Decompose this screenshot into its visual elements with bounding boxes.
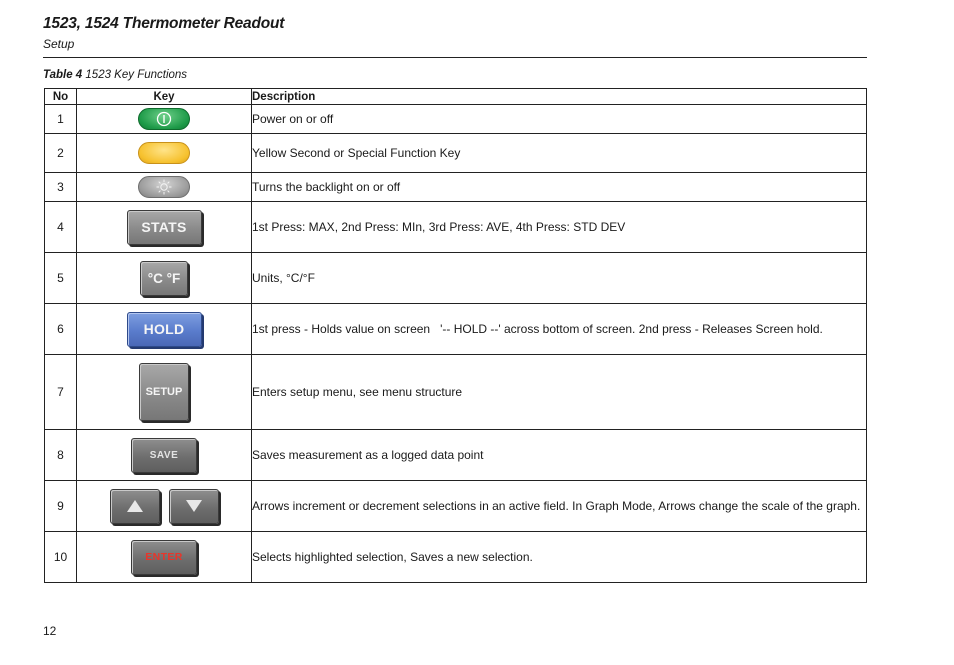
row-description: Units, °C/°F: [252, 253, 867, 304]
key-cell: [77, 481, 252, 532]
row-description: Turns the backlight on or off: [252, 173, 867, 202]
table-row: [45, 105, 867, 134]
key-cell: [77, 173, 252, 202]
column-header-key: Key: [77, 89, 252, 105]
power-symbol-icon: [156, 111, 172, 127]
table-row: [45, 134, 867, 173]
key-cell: [77, 355, 252, 430]
down-arrow-key: [169, 489, 219, 524]
row-description: 1st press - Holds value on screen '-- HOLD --' across bottom of screen. 2nd press - Releases Screen hold.: [252, 304, 867, 355]
table-row: [45, 253, 867, 304]
triangle-down-icon: [185, 499, 203, 513]
row-description: 1st Press: MAX, 2nd Press: MIn, 3rd Press: AVE, 4th Press: STD DEV: [252, 202, 867, 253]
up-arrow-key: [110, 489, 160, 524]
table-row: [45, 430, 867, 481]
row-number: 2: [45, 134, 77, 173]
column-header-no: No: [45, 89, 77, 105]
key-cell: [77, 430, 252, 481]
header-divider: [43, 57, 867, 58]
table-header-row: [45, 89, 867, 105]
column-header-description: Description: [252, 89, 867, 105]
row-description: Yellow Second or Special Function Key: [252, 134, 867, 173]
row-number: 7: [45, 355, 77, 430]
row-description: Power on or off: [252, 105, 867, 134]
row-number: 10: [45, 532, 77, 583]
table-row: [45, 202, 867, 253]
row-description: Arrows increment or decrement selections in an active field. In Graph Mode, Arrows change the scale of the graph.: [252, 481, 867, 532]
key-cell: [77, 253, 252, 304]
units-key: °C °F: [140, 261, 188, 296]
row-description: Saves measurement as a logged data point: [252, 430, 867, 481]
table-caption-text: 1523 Key Functions: [85, 69, 188, 81]
backlight-key-icon: [138, 176, 190, 198]
row-number: 6: [45, 304, 77, 355]
row-description: Enters setup menu, see menu structure: [252, 355, 867, 430]
document-subtitle: Setup: [43, 37, 75, 51]
row-number: 9: [45, 481, 77, 532]
page-number: 12: [43, 624, 57, 638]
row-number: 4: [45, 202, 77, 253]
key-functions-table: [44, 88, 867, 583]
row-description: Selects highlighted selection, Saves a new selection.: [252, 532, 867, 583]
enter-key: ENTER: [131, 540, 197, 575]
table-row: [45, 481, 867, 532]
row-number: 3: [45, 173, 77, 202]
yellow-function-key-icon: [138, 142, 190, 164]
stats-key: STATS: [127, 210, 202, 245]
row-number: 1: [45, 105, 77, 134]
key-cell: [77, 202, 252, 253]
row-number: 8: [45, 430, 77, 481]
table-caption: [43, 69, 187, 81]
setup-key: SETUP: [139, 363, 189, 421]
document-title: 1523, 1524 Thermometer Readout: [43, 15, 285, 32]
table-row: [45, 304, 867, 355]
table-row: [45, 532, 867, 583]
save-key: SAVE: [131, 438, 197, 473]
key-cell: [77, 134, 252, 173]
power-key-icon: [138, 108, 190, 130]
triangle-up-icon: [126, 499, 144, 513]
key-cell: [77, 105, 252, 134]
table-caption-label: Table 4: [43, 69, 83, 81]
row-number: 5: [45, 253, 77, 304]
hold-key: HOLD: [127, 312, 202, 347]
sun-icon: [155, 178, 173, 196]
table-row: [45, 355, 867, 430]
key-cell: [77, 532, 252, 583]
table-row: [45, 173, 867, 202]
key-cell: [77, 304, 252, 355]
